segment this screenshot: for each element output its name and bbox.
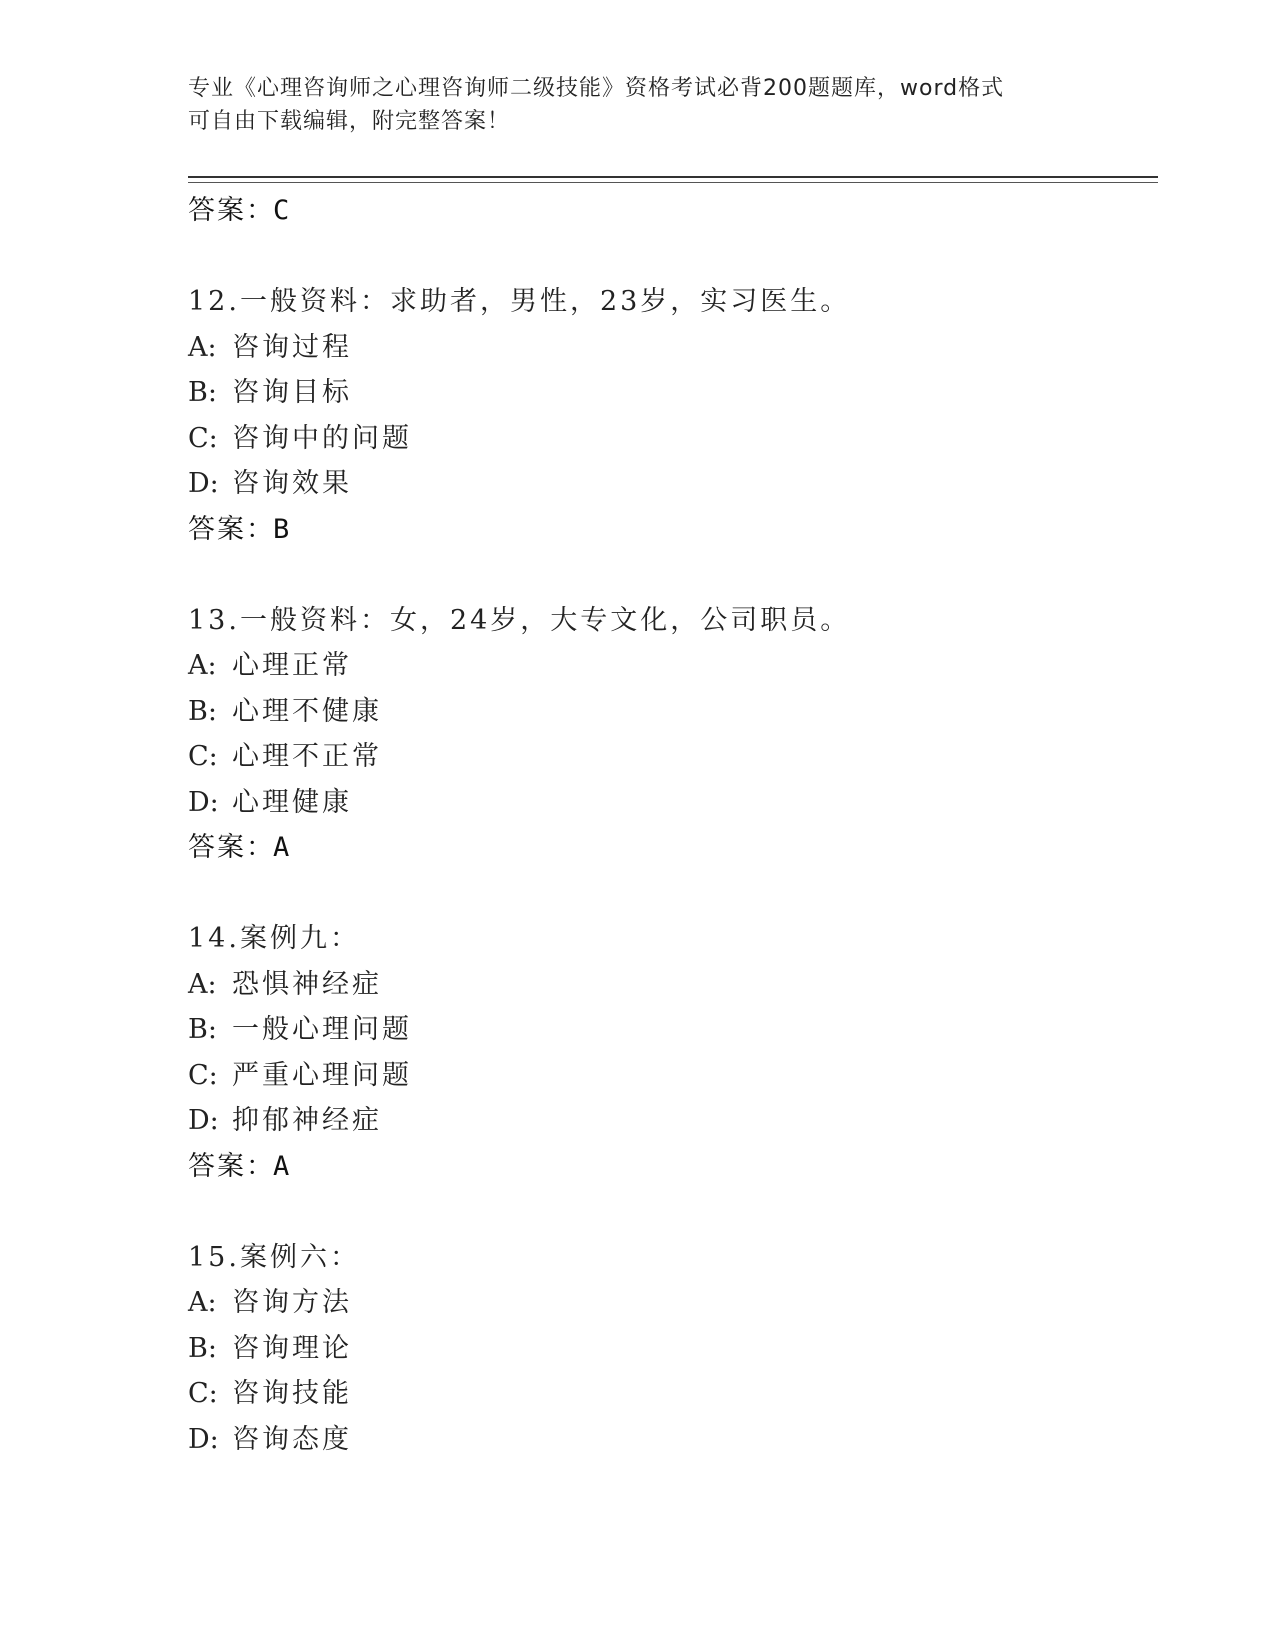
option-key: D: <box>188 1105 219 1136</box>
option-d <box>188 1098 1158 1144</box>
option-text: 咨询目标 <box>232 377 352 408</box>
page-header <box>188 72 1088 138</box>
option-key: D: <box>188 468 219 499</box>
option-b <box>188 689 1158 735</box>
option-a <box>188 962 1158 1008</box>
answer-colon: ： <box>246 195 273 226</box>
answer-label: 答案 <box>188 513 246 545</box>
option-d <box>188 780 1158 826</box>
answer-colon: ： <box>246 1150 273 1182</box>
option-d <box>188 1417 1158 1463</box>
option-key: B: <box>188 377 217 408</box>
option-a <box>188 1280 1158 1326</box>
option-c <box>188 1371 1158 1417</box>
option-a <box>188 643 1158 689</box>
option-key: A: <box>188 331 217 363</box>
question-15 <box>188 1235 1158 1463</box>
answer-line-prev <box>188 188 1158 234</box>
option-key: A: <box>188 968 217 1000</box>
answer-label: 答案 <box>188 1150 246 1182</box>
option-key: B: <box>188 695 217 727</box>
option-text: 心理正常 <box>232 650 352 681</box>
option-key: A: <box>188 650 217 681</box>
option-text: 咨询效果 <box>232 468 352 499</box>
question-14 <box>188 916 1158 1190</box>
option-text: 心理不健康 <box>232 695 382 727</box>
option-a <box>188 325 1158 371</box>
answer-label: 答案 <box>188 195 246 226</box>
option-text: 心理不正常 <box>232 741 382 772</box>
option-key: D: <box>188 786 219 818</box>
option-text: 咨询方法 <box>232 1287 352 1318</box>
answer-label: 答案 <box>188 832 246 863</box>
option-key: D: <box>188 1423 219 1455</box>
option-text: 咨询态度 <box>232 1423 352 1455</box>
answer-value: B <box>273 513 290 545</box>
option-key: B: <box>188 1014 217 1045</box>
question-stem: 13.一般资料：女，24岁，大专文化，公司职员。 <box>188 604 851 636</box>
question-12 <box>188 279 1158 553</box>
question-stem: 12.一般资料：求助者，男性，23岁，实习医生。 <box>188 286 851 317</box>
header-line-1: 专业《心理咨询师之心理咨询师二级技能》资格考试必背200题题库，word格式 <box>188 76 1005 101</box>
option-text: 咨询过程 <box>232 331 352 363</box>
option-c <box>188 734 1158 780</box>
option-text: 抑郁神经症 <box>232 1105 382 1136</box>
option-b <box>188 1007 1158 1053</box>
header-divider-thin <box>188 182 1158 183</box>
option-c <box>188 416 1158 462</box>
option-text: 心理健康 <box>232 786 352 818</box>
option-key: C: <box>188 1059 218 1091</box>
option-b <box>188 370 1158 416</box>
answer-value: A <box>273 832 290 863</box>
option-key: B: <box>188 1332 217 1364</box>
option-text: 严重心理问题 <box>232 1059 412 1091</box>
option-d <box>188 461 1158 507</box>
option-text: 一般心理问题 <box>232 1014 412 1045</box>
option-text: 咨询技能 <box>232 1378 352 1409</box>
option-text: 恐惧神经症 <box>232 968 382 1000</box>
header-line-2: 可自由下载编辑，附完整答案！ <box>188 109 511 134</box>
option-b <box>188 1326 1158 1372</box>
answer-line <box>188 507 1158 553</box>
answer-value: C <box>273 195 290 226</box>
answer-line <box>188 1144 1158 1190</box>
header-divider-thick <box>188 176 1158 178</box>
option-key: C: <box>188 422 218 454</box>
option-key: C: <box>188 1378 218 1409</box>
option-c <box>188 1053 1158 1099</box>
answer-value: A <box>273 1150 290 1182</box>
question-stem: 14.案例九： <box>188 923 360 954</box>
option-key: A: <box>188 1287 217 1318</box>
option-text: 咨询中的问题 <box>232 422 412 454</box>
answer-colon: ： <box>246 513 273 545</box>
answer-colon: ： <box>246 832 273 863</box>
question-list <box>188 188 1158 1462</box>
question-stem: 15.案例六： <box>188 1241 360 1273</box>
option-key: C: <box>188 741 218 772</box>
question-13 <box>188 598 1158 872</box>
answer-line <box>188 825 1158 871</box>
option-text: 咨询理论 <box>232 1332 352 1364</box>
